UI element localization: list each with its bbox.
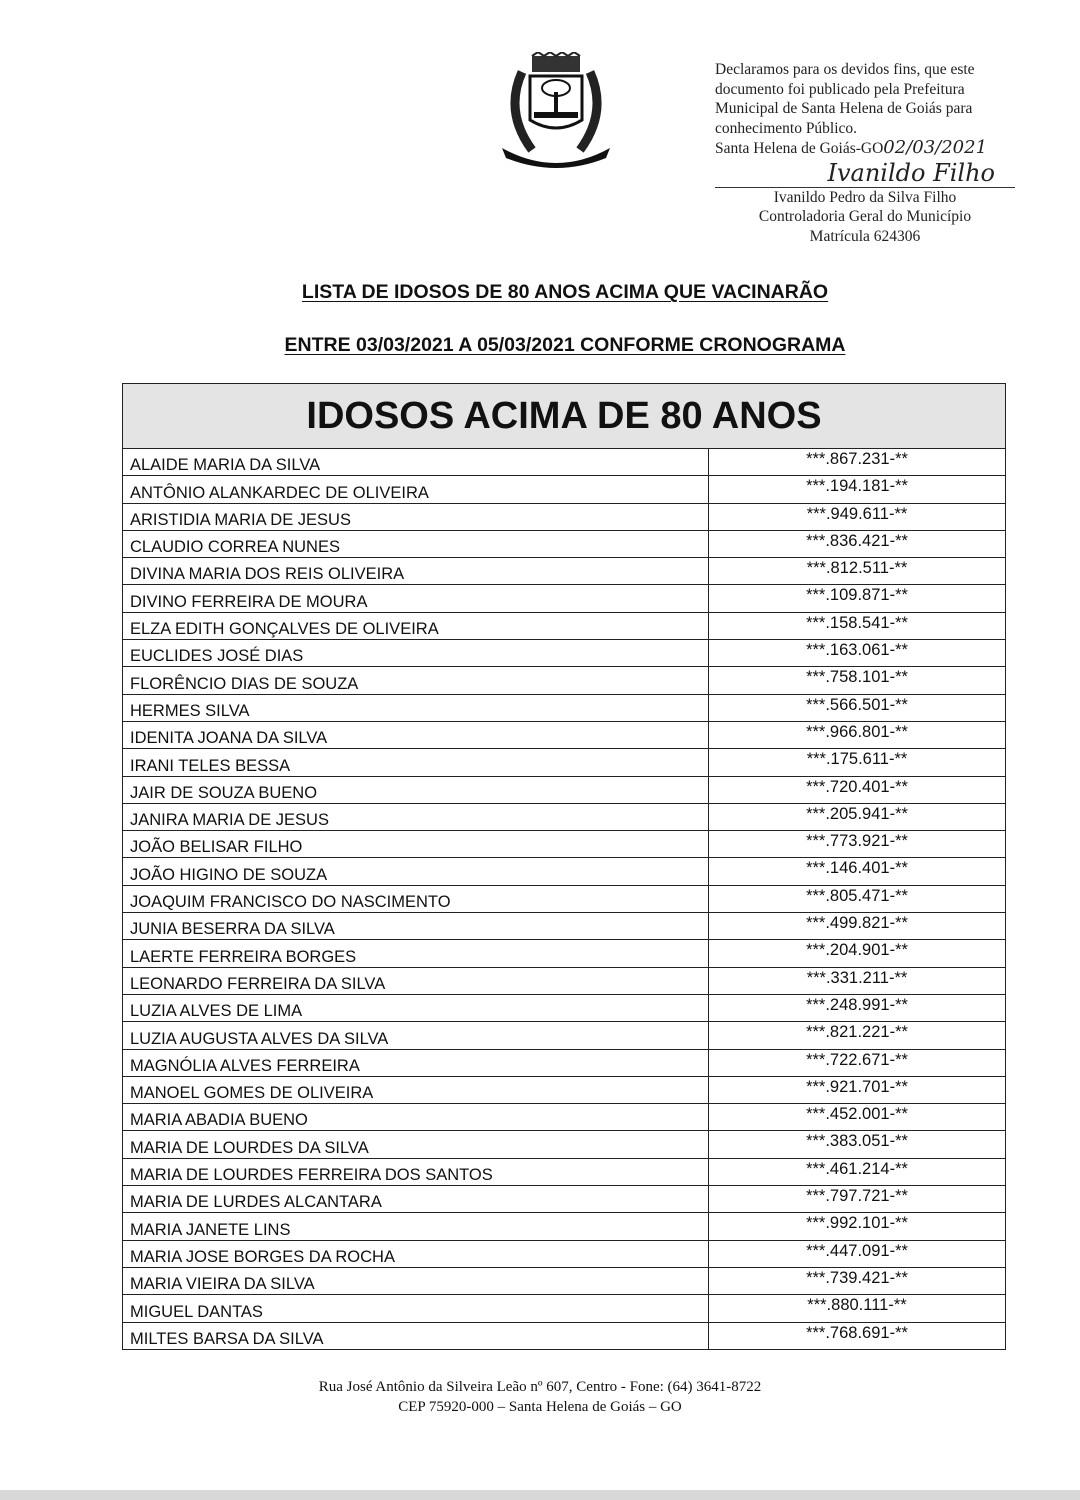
person-name: MARIA VIEIRA DA SILVA <box>123 1267 709 1294</box>
table-row <box>123 913 1006 940</box>
person-name: MILTES BARSA DA SILVA <box>123 1322 709 1349</box>
person-name: MARIA DE LOURDES FERREIRA DOS SANTOS <box>123 1158 709 1185</box>
table-row <box>123 858 1006 885</box>
person-name: JOÃO BELISAR FILHO <box>123 831 709 858</box>
handwritten-date: 02/03/2021 <box>883 137 988 158</box>
masked-cpf: ***.461.214-** <box>709 1158 1006 1185</box>
masked-cpf: ***.720.401-** <box>709 776 1006 803</box>
masked-cpf: ***.205.941-** <box>709 803 1006 830</box>
masked-cpf: ***.739.421-** <box>709 1267 1006 1294</box>
person-name: DIVINO FERREIRA DE MOURA <box>123 585 709 612</box>
signature: Ivanildo Filho <box>715 159 1015 188</box>
stamp-line: Municipal de Santa Helena de Goiás para <box>715 100 973 117</box>
masked-cpf: ***.452.001-** <box>709 1104 1006 1131</box>
table-row <box>123 612 1006 639</box>
person-name: ELZA EDITH GONÇALVES DE OLIVEIRA <box>123 612 709 639</box>
person-name: IRANI TELES BESSA <box>123 749 709 776</box>
person-name: MARIA DE LOURDES DA SILVA <box>123 1131 709 1158</box>
table-row <box>123 1076 1006 1103</box>
table-row <box>123 640 1006 667</box>
table-row <box>123 1022 1006 1049</box>
masked-cpf: ***.805.471-** <box>709 885 1006 912</box>
masked-cpf: ***.204.901-** <box>709 940 1006 967</box>
masked-cpf: ***.499.821-** <box>709 913 1006 940</box>
person-name: LAERTE FERREIRA BORGES <box>123 940 709 967</box>
person-name: CLAUDIO CORREA NUNES <box>123 530 709 557</box>
person-name: ANTÔNIO ALANKARDEC DE OLIVEIRA <box>123 476 709 503</box>
person-name: HERMES SILVA <box>123 694 709 721</box>
table-row <box>123 994 1006 1021</box>
document-subtitle: ENTRE 03/03/2021 A 05/03/2021 CONFORME CRONOGRAMA <box>284 334 846 356</box>
table-row <box>123 476 1006 503</box>
table-header: IDOSOS ACIMA DE 80 ANOS <box>123 384 1006 449</box>
masked-cpf: ***.566.501-** <box>709 694 1006 721</box>
masked-cpf: ***.812.511-** <box>709 558 1006 585</box>
masked-cpf: ***.797.721-** <box>709 1186 1006 1213</box>
masked-cpf: ***.758.101-** <box>709 667 1006 694</box>
masked-cpf: ***.158.541-** <box>709 612 1006 639</box>
stamp-line: Declaramos para os devidos fins, que este <box>715 61 975 78</box>
person-name: JANIRA MARIA DE JESUS <box>123 803 709 830</box>
publication-declaration-stamp <box>715 60 1015 246</box>
person-name: MARIA ABADIA BUENO <box>123 1104 709 1131</box>
table-row <box>123 885 1006 912</box>
footer-cep: CEP 75920-000 – Santa Helena de Goiás – GO <box>398 1399 682 1415</box>
table-row <box>123 558 1006 585</box>
person-name: ALAIDE MARIA DA SILVA <box>123 449 709 476</box>
person-name: MIGUEL DANTAS <box>123 1295 709 1322</box>
person-name: ARISTIDIA MARIA DE JESUS <box>123 503 709 530</box>
person-name: MARIA JANETE LINS <box>123 1213 709 1240</box>
masked-cpf: ***.146.401-** <box>709 858 1006 885</box>
person-name: IDENITA JOANA DA SILVA <box>123 721 709 748</box>
masked-cpf: ***.921.701-** <box>709 1076 1006 1103</box>
table-row <box>123 967 1006 994</box>
table-row <box>123 1322 1006 1349</box>
masked-cpf: ***.836.421-** <box>709 530 1006 557</box>
table-row <box>123 1104 1006 1131</box>
table-row <box>123 1131 1006 1158</box>
masked-cpf: ***.768.691-** <box>709 1322 1006 1349</box>
table-row <box>123 1049 1006 1076</box>
person-name: MANOEL GOMES DE OLIVEIRA <box>123 1076 709 1103</box>
table-row <box>123 831 1006 858</box>
person-name: JUNIA BESERRA DA SILVA <box>123 913 709 940</box>
table-row <box>123 721 1006 748</box>
viewer-bottom-bar <box>0 1490 1080 1500</box>
document-title: LISTA DE IDOSOS DE 80 ANOS ACIMA QUE VACINARÃO <box>301 281 829 303</box>
table-row <box>123 776 1006 803</box>
masked-cpf: ***.248.991-** <box>709 994 1006 1021</box>
masked-cpf: ***.109.871-** <box>709 585 1006 612</box>
person-name: LEONARDO FERREIRA DA SILVA <box>123 967 709 994</box>
person-name: EUCLIDES JOSÉ DIAS <box>123 640 709 667</box>
stamp-line: documento foi publicado pela Prefeitura <box>715 80 965 98</box>
municipal-coat-of-arms-logo <box>494 52 618 170</box>
person-name: DIVINA MARIA DOS REIS OLIVEIRA <box>123 558 709 585</box>
table-row <box>123 749 1006 776</box>
person-name: LUZIA ALVES DE LIMA <box>123 994 709 1021</box>
masked-cpf: ***.194.181-** <box>709 476 1006 503</box>
masked-cpf: ***.880.111-** <box>709 1295 1006 1322</box>
masked-cpf: ***.773.921-** <box>709 831 1006 858</box>
signer-registration: Matrícula 624306 <box>809 227 921 245</box>
person-name: MAGNÓLIA ALVES FERREIRA <box>123 1049 709 1076</box>
table-row <box>123 530 1006 557</box>
table-row <box>123 503 1006 530</box>
person-name: JOÃO HIGINO DE SOUZA <box>123 858 709 885</box>
table-row <box>123 1240 1006 1267</box>
masked-cpf: ***.949.611-** <box>709 503 1006 530</box>
masked-cpf: ***.821.221-** <box>709 1022 1006 1049</box>
masked-cpf: ***.867.231-** <box>709 449 1006 476</box>
masked-cpf: ***.722.671-** <box>709 1049 1006 1076</box>
person-name: MARIA JOSE BORGES DA ROCHA <box>123 1240 709 1267</box>
signer-department: Controladoria Geral do Município <box>758 208 972 225</box>
elderly-vaccination-table <box>122 383 1006 1350</box>
table-row <box>123 1186 1006 1213</box>
table-row <box>123 1213 1006 1240</box>
masked-cpf: ***.175.611-** <box>709 749 1006 776</box>
masked-cpf: ***.992.101-** <box>709 1213 1006 1240</box>
person-name: MARIA DE LURDES ALCANTARA <box>123 1186 709 1213</box>
person-name: JOAQUIM FRANCISCO DO NASCIMENTO <box>123 885 709 912</box>
masked-cpf: ***.383.051-** <box>709 1131 1006 1158</box>
person-name: JAIR DE SOUZA BUENO <box>123 776 709 803</box>
masked-cpf: ***.966.801-** <box>709 721 1006 748</box>
stamp-place-date: Santa Helena de Goiás-GO02/03/2021 <box>715 137 988 158</box>
table-row <box>123 1158 1006 1185</box>
footer-address: Rua José Antônio da Silveira Leão nº 607, Centro - Fone: (64) 3641-8722 <box>318 1379 762 1395</box>
signer-name: Ivanildo Pedro da Silva Filho <box>773 188 957 206</box>
person-name: LUZIA AUGUSTA ALVES DA SILVA <box>123 1022 709 1049</box>
table-row <box>123 449 1006 476</box>
person-name: FLORÊNCIO DIAS DE SOUZA <box>123 667 709 694</box>
table-row <box>123 1295 1006 1322</box>
table-row <box>123 1267 1006 1294</box>
table-row <box>123 667 1006 694</box>
table-row <box>123 694 1006 721</box>
masked-cpf: ***.331.211-** <box>709 967 1006 994</box>
masked-cpf: ***.447.091-** <box>709 1240 1006 1267</box>
table-row <box>123 940 1006 967</box>
table-row <box>123 585 1006 612</box>
table-row <box>123 803 1006 830</box>
masked-cpf: ***.163.061-** <box>709 640 1006 667</box>
stamp-line: conhecimento Público. <box>715 119 858 137</box>
